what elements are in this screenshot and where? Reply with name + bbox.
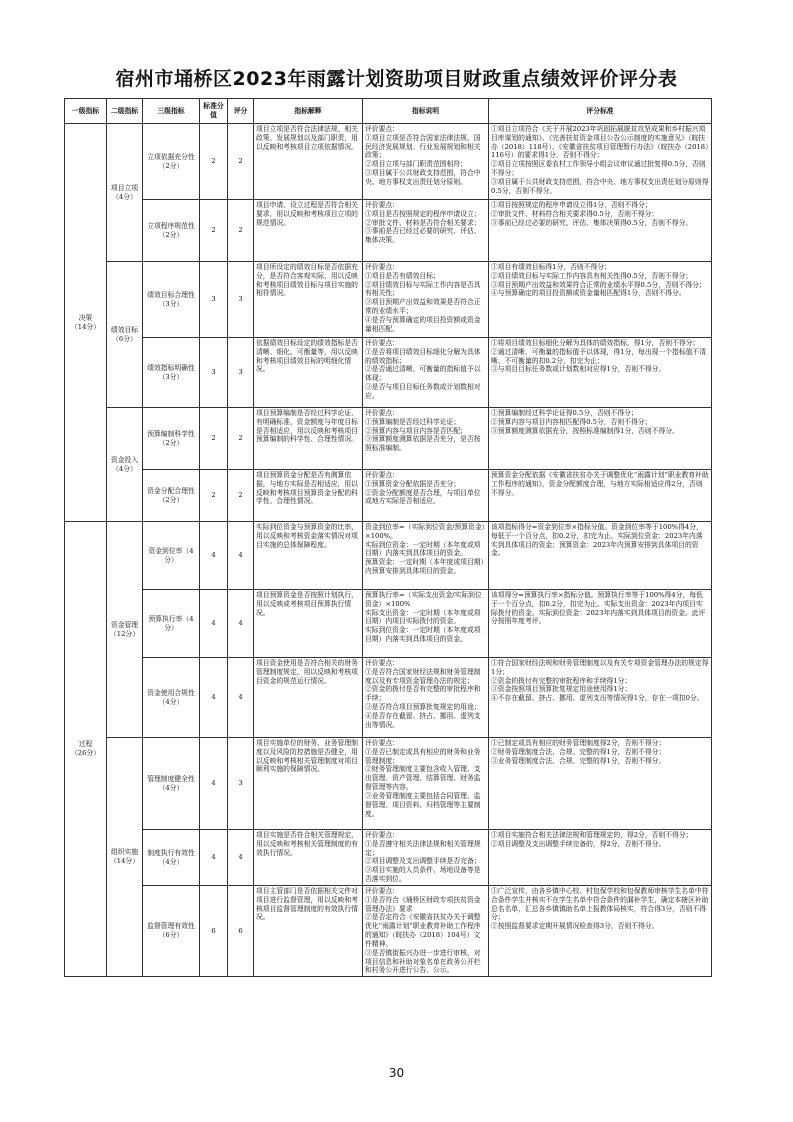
level3-cell: 立项依据充分性（2分） bbox=[143, 124, 200, 200]
note-cell: 评价要点： ①是否符合《埇桥区财政专项扶贫资金管理办法》要求 ②是否定符合《安徽省扶贫办关于调整优化“雨露计划”职业教育补助工作程序的通知》（皖扶办（2018）104号）文件精神。 ③是否镇街振兴办进一步进行审核，对项目信息和补助对象名单在政务公开栏和村务公开进行公告、公示。 bbox=[363, 886, 489, 977]
note-cell: 评价要点： ①预算编制是否经过科学论证； ②预算内容与项目内容是否匹配； ③预算额度测算依据是否充分，是否按照标准编制。 bbox=[363, 408, 489, 470]
criteria-cell: ①项目按照规定的程序申请设立得1分，否则不得分； ②审批文件、材料符合相关要求得0.5分，否则不得分； ③事前已经过必要的研究、评估、集体决策得0.5分，否则不得分。 bbox=[489, 200, 712, 262]
criteria-cell: ①将项目绩效目标细化分解为具体的绩效指标，得1分，否则不得分； ②通过清晰、可衡量的指标值予以体现，得1分，每出现一个指标值不清晰、不可衡量的扣0.2分，扣完为止； ③与项目目标任务数或计划数相对应得1分，否则不得分。 bbox=[489, 338, 712, 408]
table-row bbox=[65, 408, 712, 470]
explain-cell: 项目申请、设立过程是否符合相关要求，用以反映和考核项目立项的规范情况。 bbox=[254, 200, 363, 262]
note-cell: 评价要点： ①是否遵守相关法律法规和相关管理规定； ②项目调整及支出调整手续是否完备； ③项目实施的人员条件、场地设备等是否落实到位。 bbox=[363, 830, 489, 886]
level3-cell: 监督管理有效性（6分） bbox=[143, 886, 200, 977]
level2-organization: 组织实施 （14分） bbox=[107, 738, 143, 977]
level3-cell: 绩效目标合理性（3分） bbox=[143, 262, 200, 338]
score-cell: 3 bbox=[228, 338, 254, 408]
explain-cell: 项目主管部门是否依据相关文件对项目进行监督管理，用以反映和考核项目监督管理制度的有效执行情况。 bbox=[254, 886, 363, 977]
score-cell: 4 bbox=[228, 658, 254, 738]
table-row bbox=[65, 124, 712, 200]
table-row bbox=[65, 830, 712, 886]
std-score-cell: 2 bbox=[200, 124, 228, 200]
std-score-cell: 3 bbox=[200, 262, 228, 338]
note-cell: 评价要点： ①是否符合国家财经法规和财务管理制度以及有专项资金管理办法的规定； ②资金的拨付是否有完整的审批程序和手续； ③是否符合项目预算批复规定的用途； ④是否存在截留、挤占、挪用、虚列支出等情况。 bbox=[363, 658, 489, 738]
score-cell: 3 bbox=[228, 738, 254, 830]
level1-decision: 决策 （14分） bbox=[65, 124, 107, 522]
explain-cell: 项目预算编制是否经过科学论证、有明确标准，资金额度与年度目标是否相适应，用以反映和考核项目预算编制的科学性、合理性情况。 bbox=[254, 408, 363, 470]
level3-cell: 资金分配合理性（2分） bbox=[143, 470, 200, 522]
explain-cell: 项目预算资金分配是否有测算依据，与地方实际是否相适应，用以反映和考核项目预算资金分配的科学性、合理性情况。 bbox=[254, 470, 363, 522]
explain-cell: 项目立项是否符合法律法规、相关政策、发展规划以及部门职责，用以反映和考核项目立项依据情况。 bbox=[254, 124, 363, 200]
score-cell: 2 bbox=[228, 124, 254, 200]
std-score-cell: 2 bbox=[200, 470, 228, 522]
score-cell: 4 bbox=[228, 590, 254, 658]
criteria-cell: ①项目有绩效目标得1分，否则不得分； ②项目绩效目标与实际工作内容具有相关性得0.5分，否则不得分； ③项目预期产出效益和效果符合正常的业绩水平得0.5分，否则不得分； ④与预算确定的项目投资额或资金量相匹配得1分，否则不得分。 bbox=[489, 262, 712, 338]
level3-cell: 预算执行率（4分） bbox=[143, 590, 200, 658]
criteria-cell: ①广泛宣传，由各乡镇中心校、村包保学校和包保教师审核学生名单中符合条件学生并核实不在学生名单中符合条件的漏补学生，确定本辖区补助总名名单，汇总各乡镇镇助名单上报教体局核实，符合得3分，否则不得分； ②按照监督要求定期开展情况检查得3分，否则不得分。 bbox=[489, 886, 712, 977]
table-row bbox=[65, 470, 712, 522]
table-row bbox=[65, 886, 712, 977]
criteria-cell: ①符合国家财经法规和财务管理制度以及有关专项资金管理办法的规定得1分； ②资金的拨付有完整的审批程序和手续得1分； ③资金按照项目预算批复规定用途使用得1分； ④不存在截留、挤占、挪用、虚列支出等情况得1分，存在一项扣0分。 bbox=[489, 658, 712, 738]
score-cell: 4 bbox=[228, 830, 254, 886]
note-cell: 资金到位率=（实际到位资金/预算资金）×100%。 实际到位资金：一定时期（本年度或项目期）内落实到具体项目的资金。 预算资金：一定时期（本年度或项目期）内预算安排到具体项目的资金。 bbox=[363, 522, 489, 590]
note-cell: 评价要点： ①预算资金分配依据是否充分； ②资金分配额度是否合理，与项目单位或地方实际是否相适应。 bbox=[363, 470, 489, 522]
header-level1: 一级指标 bbox=[65, 99, 107, 124]
page-number: 30 bbox=[388, 1066, 405, 1080]
std-score-cell: 4 bbox=[200, 830, 228, 886]
explain-cell: 项目所设定的绩效目标是否依据充分，是否符合客观实际，用以反映和考核项目绩效目标与项目实施的相符情况。 bbox=[254, 262, 363, 338]
table-row bbox=[65, 658, 712, 738]
criteria-cell: 该项得分=预算执行率×指标分值。预算执行率等于100%得4分，每低于一个百分点，扣0.2分，扣完为止。实际支出资金：2023年内项目实际拨付的资金。实际到位资金：2023年内落实到具体项目的资金。此评分按照年度考评。 bbox=[489, 590, 712, 658]
level2-project-setup: 项目立项 （4分） bbox=[107, 124, 143, 262]
std-score-cell: 4 bbox=[200, 738, 228, 830]
std-score-cell: 4 bbox=[200, 658, 228, 738]
score-cell: 3 bbox=[228, 262, 254, 338]
explain-cell: 项目资金使用是否符合相关的财务管理制度规定，用以反映和考核项目资金的规范运行情况。 bbox=[254, 658, 363, 738]
std-score-cell: 2 bbox=[200, 408, 228, 470]
level3-cell: 资金使用合规性（4分） bbox=[143, 658, 200, 738]
note-cell: 评价要点： ①项目立项是否符合国家法律法规、国民经济发展规划、行业发展规划和相关政策； ②项目立项与部门职责范围相符； ③项目属于公共财政支持范围，符合中央、地方事权支出责任划分原则。 bbox=[363, 124, 489, 200]
explain-cell: 实际到位资金与预算资金的比率，用以反映和考核资金落实情况对项目实施的总体保障程度。 bbox=[254, 522, 363, 590]
score-cell: 2 bbox=[228, 408, 254, 470]
note-cell: 评价要点： ①项目是否按照规定的程序申请设立； ②审批文件、材料是否符合相关要求； ③事前是否已经过必要的研究、评估、集体决策。 bbox=[363, 200, 489, 262]
level2-fund-management: 资金管理 （12分） bbox=[107, 522, 143, 738]
evaluation-table bbox=[64, 98, 712, 977]
explain-cell: 项目实施单位的财务、业务管理制度以及风险防控措施是否健全，用以反映和考核相关管理制度对项目顺利实施的保障情况。 bbox=[254, 738, 363, 830]
score-cell: 4 bbox=[228, 522, 254, 590]
table-row bbox=[65, 200, 712, 262]
level2-fund-input: 资金投入 （4分） bbox=[107, 408, 143, 522]
explain-cell: 项目预算资金是否按照计划执行，用以反映或考核项目预算执行情况。 bbox=[254, 590, 363, 658]
level3-cell: 立项程序规范性（2分） bbox=[143, 200, 200, 262]
header-note: 指标说明 bbox=[363, 99, 489, 124]
table-header-row bbox=[65, 99, 712, 124]
table-row bbox=[65, 522, 712, 590]
header-explain: 指标解释 bbox=[254, 99, 363, 124]
table-row bbox=[65, 590, 712, 658]
page-title: 宿州市埇桥区2023年雨露计划资助项目财政重点绩效评价评分表 bbox=[115, 68, 678, 90]
criteria-cell: ①已制定或具有相应的财务管理制度得2分，否则不得分； ②财务管理制度合法、合规、完整的得1分，否则不得分； ③业务管理制度合法、合规、完整的得1分，否则不得分。 bbox=[489, 738, 712, 830]
level2-performance-goal: 绩效目标 （6分） bbox=[107, 262, 143, 408]
criteria-cell: ①预算编制经过科学论证得0.5分，否则不得分； ②预算内容与项目内容相匹配得0.5分，否则不得分； ③预算额度测算依据充分，按照标准编制得1分，否则不得分。 bbox=[489, 408, 712, 470]
std-score-cell: 2 bbox=[200, 200, 228, 262]
std-score-cell: 4 bbox=[200, 590, 228, 658]
level3-cell: 预算编制科学性（2分） bbox=[143, 408, 200, 470]
std-score-cell: 4 bbox=[200, 522, 228, 590]
level3-cell: 管理制度健全性（4分） bbox=[143, 738, 200, 830]
score-cell: 6 bbox=[228, 886, 254, 977]
level1-process: 过程 （26分） bbox=[65, 522, 107, 977]
explain-cell: 项目实施是否符合相关管理规定，用以反映和考核相关管理制度的有效执行情况。 bbox=[254, 830, 363, 886]
level3-cell: 绩效指标明确性（3分） bbox=[143, 338, 200, 408]
criteria-cell: 预算资金分配依据《安徽省扶贫办关于调整优化“雨露计划”职业教育补助工作程序的通知》，资金分配额度合理，与地方实际相适应得2分，否则不得分。 bbox=[489, 470, 712, 522]
table-row bbox=[65, 738, 712, 830]
table-row bbox=[65, 262, 712, 338]
note-cell: 评价要点： ①是否将项目绩效目标细化分解为具体的绩效指标； ②是否通过清晰、可衡量的指标值予以体现； ③是否与项目目标任务数或计划数相对应。 bbox=[363, 338, 489, 408]
criteria-cell: ①项目实施符合相关法律法规和管理规定的，得2分，否则不得分； ②项目调整及支出调整手续完备的，得2分，否则不得分。 bbox=[489, 830, 712, 886]
note-cell: 评价要点： ①项目是否有绩效目标； ②项目绩效目标与实际工作内容是否具有相关性； ③项目预期产出效益和效果是否符合正常的业绩水平； ④是否与预算确定的项目投资额或资金量相匹配。 bbox=[363, 262, 489, 338]
header-criteria: 评分标准 bbox=[489, 99, 712, 124]
level3-cell: 资金到位率（4分） bbox=[143, 522, 200, 590]
explain-cell: 依据绩效目标设定的绩效指标是否清晰、细化、可衡量等，用以反映和考核项目绩效目标的明细化情况。 bbox=[254, 338, 363, 408]
score-cell: 2 bbox=[228, 470, 254, 522]
table-row bbox=[65, 338, 712, 408]
criteria-cell: ①项目立项符合《关于开展2023年巩固拓展脱贫攻坚成果和乡村振兴项目库谋划的通知》、《完善扶贫资金项目公告公示制度的实施意见》（皖扶办（2018）118号）、《安徽省扶贫项目管理暂行办法》（皖扶办（2018）116号）的要求得1分，否则不得分； ②项目立项按照区委农村工作领导小组会议审议通过批复得0.5分，否则不得分； ③项目属于公共财政支持范围，符合中央、地方事权支出责任划分原则得0.5分，否则不得分。 bbox=[489, 124, 712, 200]
header-level3: 三级指标 bbox=[143, 99, 200, 124]
note-cell: 预算执行率=（实际支出资金/实际到位资金）×100% 实际支出资金：一定时期（本年度或项目期）内项目实际拨付的资金。 实际到位资金：一定时期（本年度或项目期）内落实到具体项目的资金。 bbox=[363, 590, 489, 658]
level3-cell: 制度执行有效性（4分） bbox=[143, 830, 200, 886]
std-score-cell: 3 bbox=[200, 338, 228, 408]
note-cell: 评价要点： ①是否已制定或具有相应的财务和业务管理制度； ②财务管理制度主要包含收入管理、支出管理、资产管理、结算管理、财务监督管理等内容。 ③业务管理制度主要包括合同管理、监督管理、项目资料、归档管理等主要制度。 bbox=[363, 738, 489, 830]
criteria-cell: 该项指标得分=资金到位率×指标分值。资金到位率等于100%得4分，每低于一个百分点，扣0.2分，扣完为止。实际到位资金：2023年内落实到具体项目的资金；预算资金：2023年内预算安排到具体项目的资金。 bbox=[489, 522, 712, 590]
header-standard-score: 标准分值 bbox=[200, 99, 228, 124]
header-level2: 二级指标 bbox=[107, 99, 143, 124]
std-score-cell: 6 bbox=[200, 886, 228, 977]
score-cell: 2 bbox=[228, 200, 254, 262]
header-score: 评分 bbox=[228, 99, 254, 124]
